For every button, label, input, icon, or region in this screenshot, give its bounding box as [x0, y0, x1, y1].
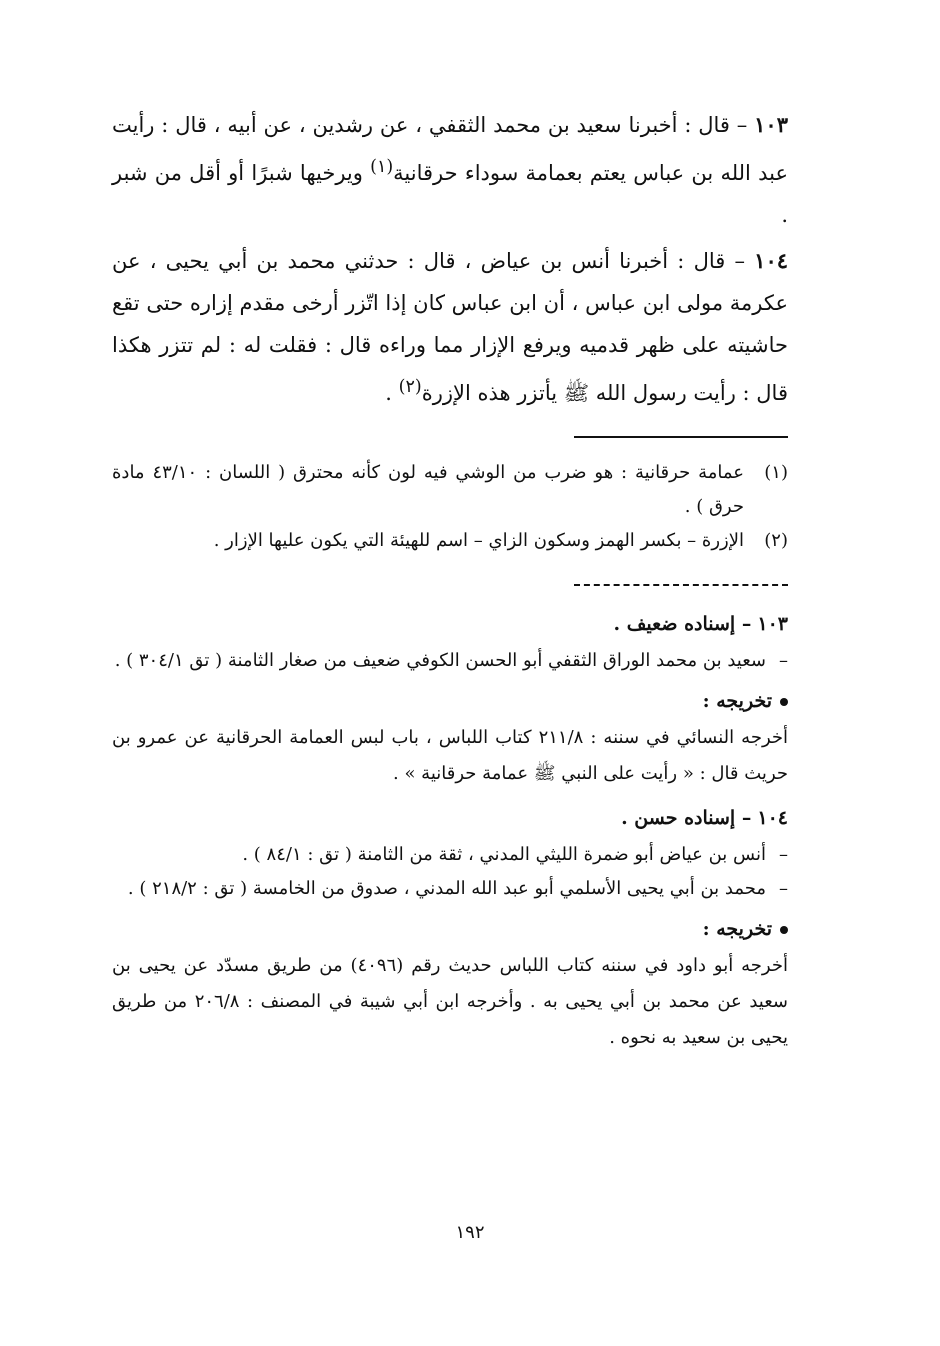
narrator-item [112, 644, 788, 678]
footnote-ref: (٢) [398, 377, 422, 397]
takhrij-label: تخريجه : [702, 690, 772, 712]
footnote-ref: (١) [370, 157, 394, 177]
narrator-item [112, 838, 788, 872]
hadith-number: ١٠٤ [754, 248, 789, 273]
narrator-text: سعيد بن محمد الوراق الثقفي أبو الحسن الكوفي ضعيف من صغار الثامنة ( تق ٣٠٤/١ ) . [114, 650, 766, 671]
commentary-number: ١٠٤ [757, 807, 788, 829]
hadith-text-end: ويرخيها شبرًا أو أقل من شبر . [112, 161, 788, 227]
footnote-1 [112, 456, 788, 524]
narrator-item [112, 872, 788, 906]
commentary-separator [574, 584, 788, 586]
narrator-text: أنس بن عياض أبو ضمرة الليثي المدني ، ثقة من الثامنة ( تق : ٨٤/١ ) . [242, 844, 766, 865]
commentary-grade: – إسناده ضعيف . [613, 613, 752, 635]
footnote-label: (١) [764, 462, 788, 483]
list-dash: – [779, 844, 788, 865]
narrator-text: محمد بن أبي يحيى الأسلمي أبو عبد الله المدني ، صدوق من الخامسة ( تق : ٢١٨/٢ ) . [127, 878, 766, 899]
takhrij-label: تخريجه : [702, 918, 772, 940]
list-dash: – [779, 650, 788, 671]
hadith-text: – قال : أخبرنا أنس بن عياض ، قال : حدثني محمد بن أبي يحيى ، عن عكرمة مولى ابن عباس ، أن ابن عباس كان إذا اتّزر أرخى مقدم إزاره حتى تقع حاشيته على ظهر قدميه ويرفع الإزار مما وراءه قال : فقلت له : لم تتزر هكذا قال : رأيت رسول الله ﷺ يأتزر هذه الإزرة [112, 249, 788, 405]
hadith-number: ١٠٣ [754, 112, 788, 137]
footnote-text: عمامة حرقانية : هو ضرب من الوشي فيه لون كأنه محترق ( اللسان : ٤٣/١٠ مادة حرق ) . [112, 462, 745, 517]
list-dash: – [779, 878, 788, 899]
footnote-separator [574, 436, 788, 438]
bullet-icon [780, 926, 788, 934]
page-number: ١٩٢ [455, 1222, 485, 1243]
commentary-grade: – إسناده حسن . [621, 807, 752, 829]
bullet-icon [780, 698, 788, 706]
commentary-heading-104 [112, 798, 788, 838]
hadith-text-end: . [385, 381, 399, 405]
commentary-number: ١٠٣ [757, 613, 788, 635]
commentary-heading-103 [112, 604, 788, 644]
takhrij-heading [112, 910, 788, 948]
hadith-103 [112, 104, 788, 236]
footnote-label: (٢) [764, 530, 788, 551]
footnote-2 [112, 524, 788, 558]
takhrij-text: أخرجه أبو داود في سننه كتاب اللباس حديث رقم (٤٠٩٦) من طريق مسدّد عن يحيى بن سعيد عن محمد بن أبي يحيى به . وأخرجه ابن أبي شيبة في المصنف : ٢٠٦/٨ من طريق يحيى بن سعيد به نحوه . [112, 955, 788, 1048]
hadith-text: – قال : أخبرنا سعيد بن محمد الثقفي ، عن رشدين ، عن أبيه ، قال : رأيت عبد الله بن عباس يعتم بعمامة سوداء حرقانية [112, 113, 788, 185]
takhrij-heading [112, 682, 788, 720]
footnote-text: الإزرة – بكسر الهمز وسكون الزاي – اسم للهيئة التي يكون عليها الإزار . [213, 530, 744, 551]
takhrij-text: أخرجه النسائي في سننه : ٢١١/٨ كتاب اللباس ، باب لبس العمامة الحرقانية عن عمرو بن حريث قال : « رأيت على النبي ﷺ عمامة حرقانية » . [112, 727, 789, 784]
hadith-104 [112, 240, 788, 414]
